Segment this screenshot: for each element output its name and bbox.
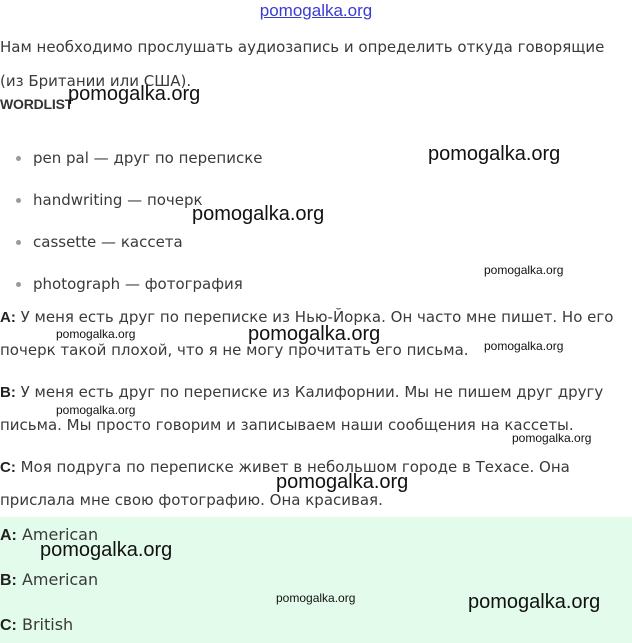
answers-panel	[0, 517, 632, 643]
speaker-label: B:	[0, 384, 16, 401]
answer-value: British	[21, 615, 74, 634]
list-item	[0, 141, 263, 183]
watermark: pomogalka.org	[40, 539, 173, 561]
speaker-label: A:	[0, 527, 17, 544]
watermark: pomogalka.org	[68, 83, 201, 105]
word-entry: cassette — кассета	[33, 233, 183, 251]
wordlist-title: WORDLIST	[0, 96, 74, 112]
list-item	[0, 225, 263, 267]
answer-b	[0, 568, 98, 593]
watermark: pomogalka.org	[276, 471, 409, 493]
dialog-text: У меня есть друг по переписке из Калифорнии. Мы не пишем друг другу письма. Мы просто говорим и записываем наши сообщения на кассеты.	[0, 383, 604, 434]
bullet-icon	[16, 156, 21, 161]
answer-value: American	[21, 525, 99, 544]
watermark: pomogalka.org	[428, 143, 561, 165]
speaker-label: A:	[0, 309, 16, 326]
watermark: pomogalka.org	[192, 203, 325, 225]
intro-text: Нам необходимо прослушать аудиозапись и определить откуда говорящие (из Британии или США).	[0, 38, 605, 90]
answer-c	[0, 613, 73, 638]
site-link[interactable]: pomogalka.org	[259, 1, 373, 20]
watermark: pomogalka.org	[56, 327, 136, 341]
answer-value: American	[21, 570, 99, 589]
watermark: pomogalka.org	[484, 263, 564, 277]
speaker-label: B:	[0, 572, 17, 589]
watermark: pomogalka.org	[484, 339, 564, 353]
bullet-icon	[16, 240, 21, 245]
site-header	[0, 0, 632, 22]
speaker-label: C:	[0, 459, 16, 476]
dialog-text: У меня есть друг по переписке из Нью-Йорка. Он часто мне пишет. Но его почерк такой плохой, что я не могу прочитать его письма.	[0, 308, 614, 359]
watermark: pomogalka.org	[248, 323, 381, 345]
watermark: pomogalka.org	[276, 591, 356, 605]
watermark: pomogalka.org	[468, 591, 601, 613]
word-entry: pen pal — друг по переписке	[33, 149, 263, 167]
word-entry: handwriting — почерк	[33, 191, 203, 209]
word-entry: photograph — фотография	[33, 275, 243, 293]
bullet-icon	[16, 198, 21, 203]
bullet-icon	[16, 282, 21, 287]
speaker-label: C:	[0, 617, 17, 634]
watermark: pomogalka.org	[512, 431, 592, 445]
watermark: pomogalka.org	[56, 403, 136, 417]
dialog-text: Моя подруга по переписке живет в небольшом городе в Техасе. Она прислала мне свою фотографию. Она красивая.	[0, 458, 570, 509]
